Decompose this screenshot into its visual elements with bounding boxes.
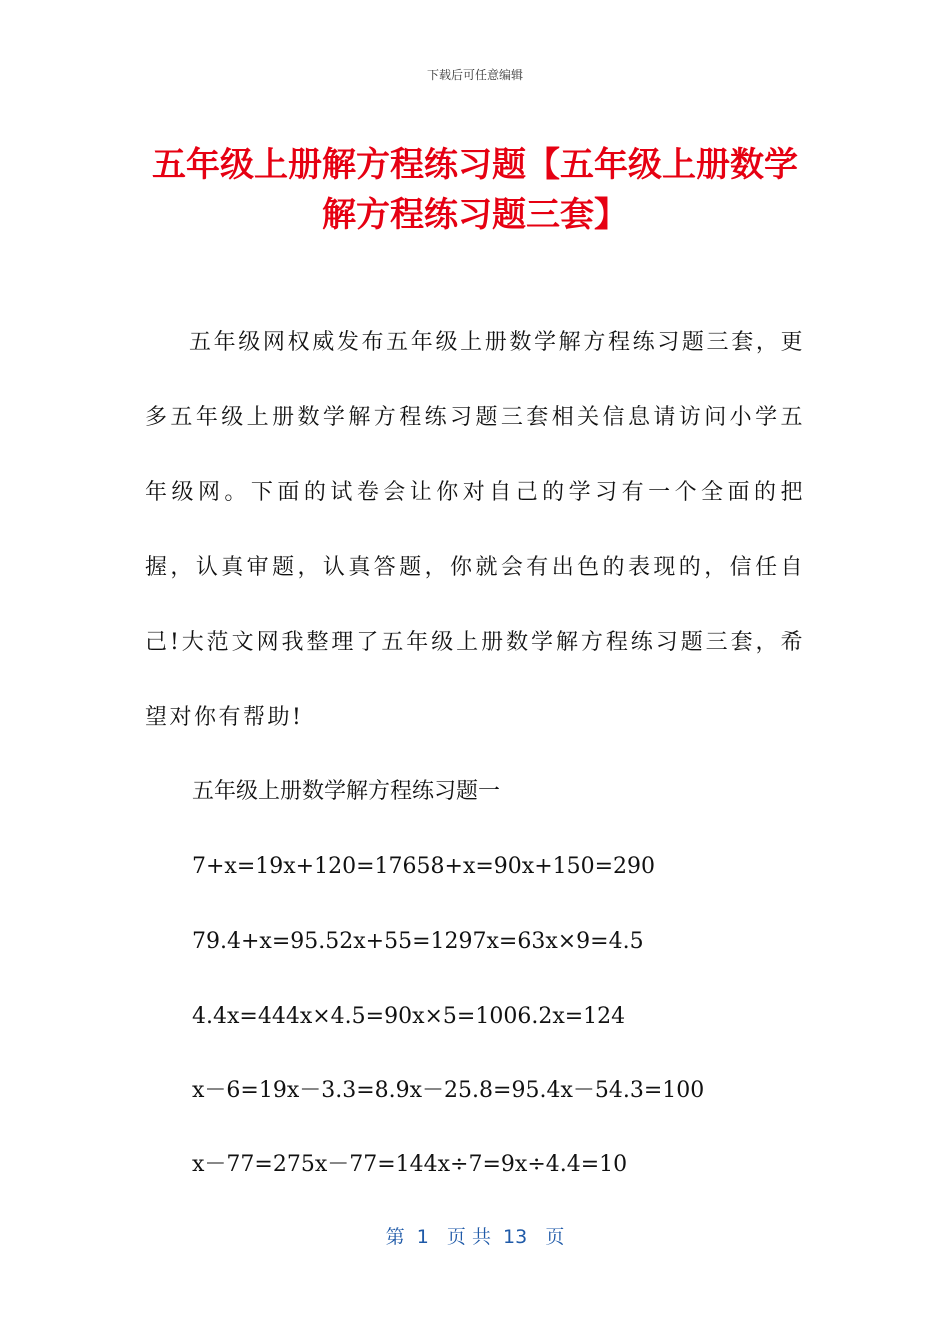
section-heading: 五年级上册数学解方程练习题一 [192,779,501,804]
document-title [140,140,810,240]
header-note: 下载后可任意编辑 [426,68,523,82]
page-footer: 第 1 页 共 13 页 [385,1226,565,1248]
title-line-1: 五年级上册解方程练习题【五年级上册数学 [152,145,798,185]
equation-line-3: 4.4x=444x×4.5=90x×5=1006.2x=124 [192,1004,626,1029]
intro-paragraph: 五年级网权威发布五年级上册数学解方程练习题三套，更多五年级上册数学解方程练习题三套相关信息请访问小学五年级网。下面的试卷会让你对自己的学习有一个全面的把握，认真审题，认真答题，你就会有出色的表现的，信任自己!大范文网我整理了五年级上册数学解方程练习题三套，希望对你有帮助! [145,330,805,730]
equation-line-1: 7+x=19x+120=17658+x=90x+150=290 [192,854,656,879]
equation-line-4: x－6=19x－3.3=8.9x－25.8=95.4x－54.3=100 [192,1078,705,1103]
title-line-2: 解方程练习题三套】 [322,195,628,235]
equation-line-5: x－77=275x－77=144x÷7=9x÷4.4=10 [192,1152,628,1177]
equation-line-2: 79.4+x=95.52x+55=1297x=63x×9=4.5 [192,929,644,954]
